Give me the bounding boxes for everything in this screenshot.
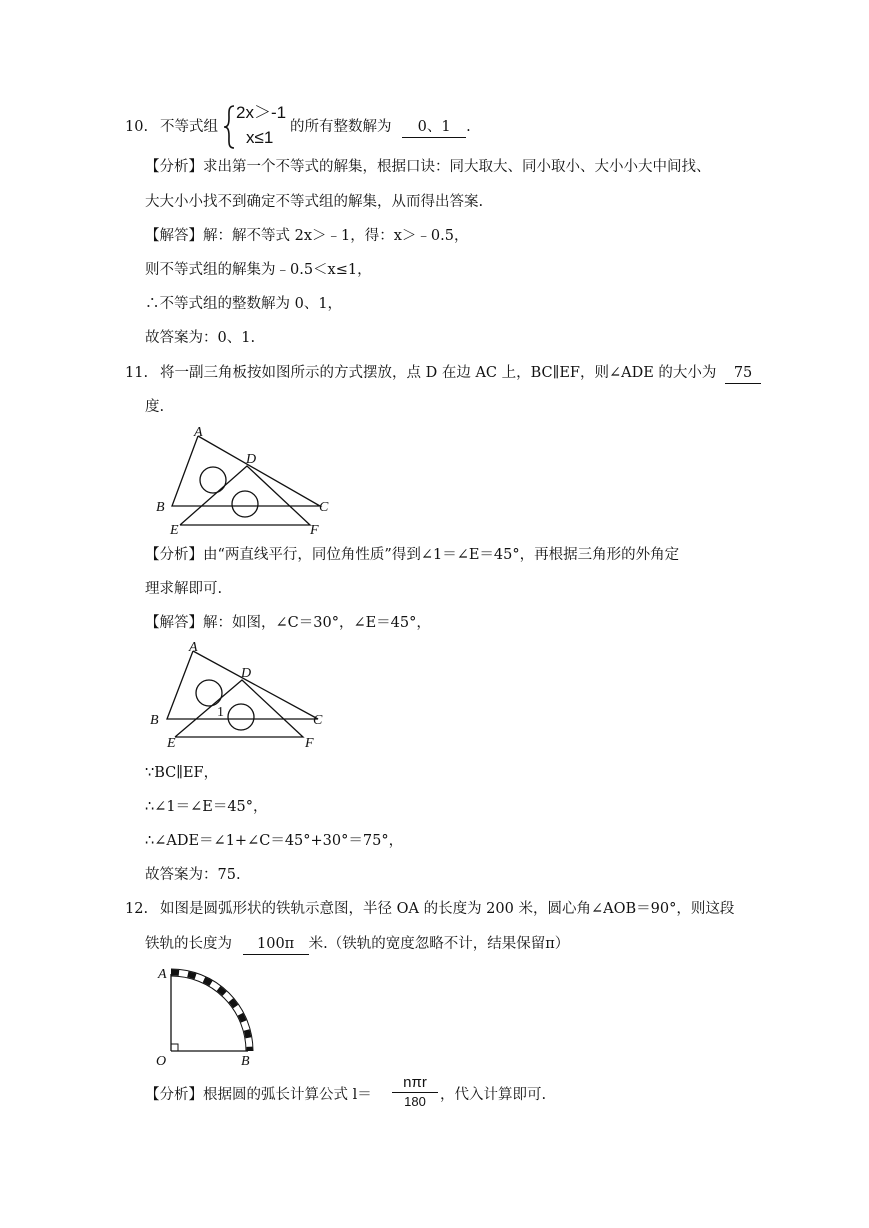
q11-final: 故答案为：75. xyxy=(145,867,241,883)
label-c: C xyxy=(319,500,329,515)
q12-line2-post: 米.（铁轨的宽度忽略不计，结果保留π） xyxy=(308,936,570,952)
formula-denominator: 180 xyxy=(392,1092,438,1110)
q11-because: ∵BC∥EF， xyxy=(145,765,219,781)
q12-analysis-post: ，代入计算即可. xyxy=(440,1087,547,1103)
q10-answer: 0、1 xyxy=(402,117,466,138)
q12-analysis-pre: 【分析】根据圆的弧长计算公式 l＝ xyxy=(145,1087,372,1103)
q10-analysis-line1: 【分析】求出第一个不等式的解集，根据口诀：同大取大、同小取小、大小小大中间找、 xyxy=(145,159,711,175)
label-b: B xyxy=(156,500,165,515)
q10-middle: 的所有整数解为 xyxy=(290,119,392,135)
label-f: F xyxy=(310,523,319,537)
label-a: A xyxy=(189,640,198,655)
q12-line2-pre: 铁轨的长度为 xyxy=(145,936,232,952)
q10-solution-line4: 故答案为：0、1. xyxy=(145,330,256,346)
arc-length-formula xyxy=(392,1074,438,1110)
label-a: A xyxy=(158,967,167,982)
label-b: B xyxy=(241,1054,250,1067)
q10-solution-line2: 则不等式组的解集为﹣0.5＜x≤1， xyxy=(145,262,372,278)
label-b: B xyxy=(150,713,159,728)
q11-step1: ∴∠1＝∠E＝45°， xyxy=(145,799,268,815)
label-e: E xyxy=(167,736,176,751)
q12-line1: 如图是圆弧形状的铁轨示意图，半径 OA 的长度为 200 米，圆心角∠AOB＝90°，则这段 xyxy=(160,901,735,917)
q11-line2: 度. xyxy=(145,399,165,415)
label-d: D xyxy=(246,452,257,467)
q11-step2: ∴∠ADE＝∠1+∠C＝45°+30°＝75°， xyxy=(145,833,404,849)
triangle-figure-1 xyxy=(150,422,340,537)
q12-number: 12. xyxy=(125,901,149,917)
q10-number: 10. xyxy=(125,119,149,135)
q10-inequality-2: x≤1 xyxy=(246,128,274,147)
q11-analysis-line2: 理求解即可. xyxy=(145,581,223,597)
q12-answer: 100π xyxy=(243,934,309,955)
q11-line1: 将一副三角板按如图所示的方式摆放，点 D 在边 AC 上，BC∥EF，则∠ADE 的大小为 xyxy=(160,365,717,381)
q11-analysis-line1: 【分析】由“两直线平行，同位角性质”得到∠1＝∠E＝45°，再根据三角形的外角定 xyxy=(145,547,680,563)
brace-icon xyxy=(222,104,236,150)
q10-solution-line1: 【解答】解：解不等式 2x＞﹣1，得：x＞﹣0.5， xyxy=(145,228,469,244)
q10-solution-line3: ∴不等式组的整数解为 0、1， xyxy=(145,296,343,312)
formula-numerator: nπr xyxy=(403,1074,427,1091)
q10-inequality-1: 2x＞-1 xyxy=(236,103,287,122)
railway-arc-figure xyxy=(150,962,270,1067)
label-c: C xyxy=(313,713,323,728)
triangle-figure-2 xyxy=(145,637,335,752)
label-f: F xyxy=(305,736,314,751)
q11-number: 11. xyxy=(125,365,149,381)
q10-prefix: 不等式组 xyxy=(160,119,218,135)
label-angle-1: 1 xyxy=(217,705,224,720)
label-e: E xyxy=(170,523,179,537)
q10-analysis-line2: 大大小小找不到确定不等式组的解集，从而得出答案. xyxy=(145,194,484,210)
label-d: D xyxy=(241,666,252,681)
q11-answer: 75 xyxy=(725,363,761,384)
label-a: A xyxy=(194,425,203,440)
q11-solution-line1: 【解答】解：如图，∠C＝30°，∠E＝45°， xyxy=(145,615,431,631)
q10-end: . xyxy=(466,119,471,135)
label-o: O xyxy=(156,1054,167,1067)
